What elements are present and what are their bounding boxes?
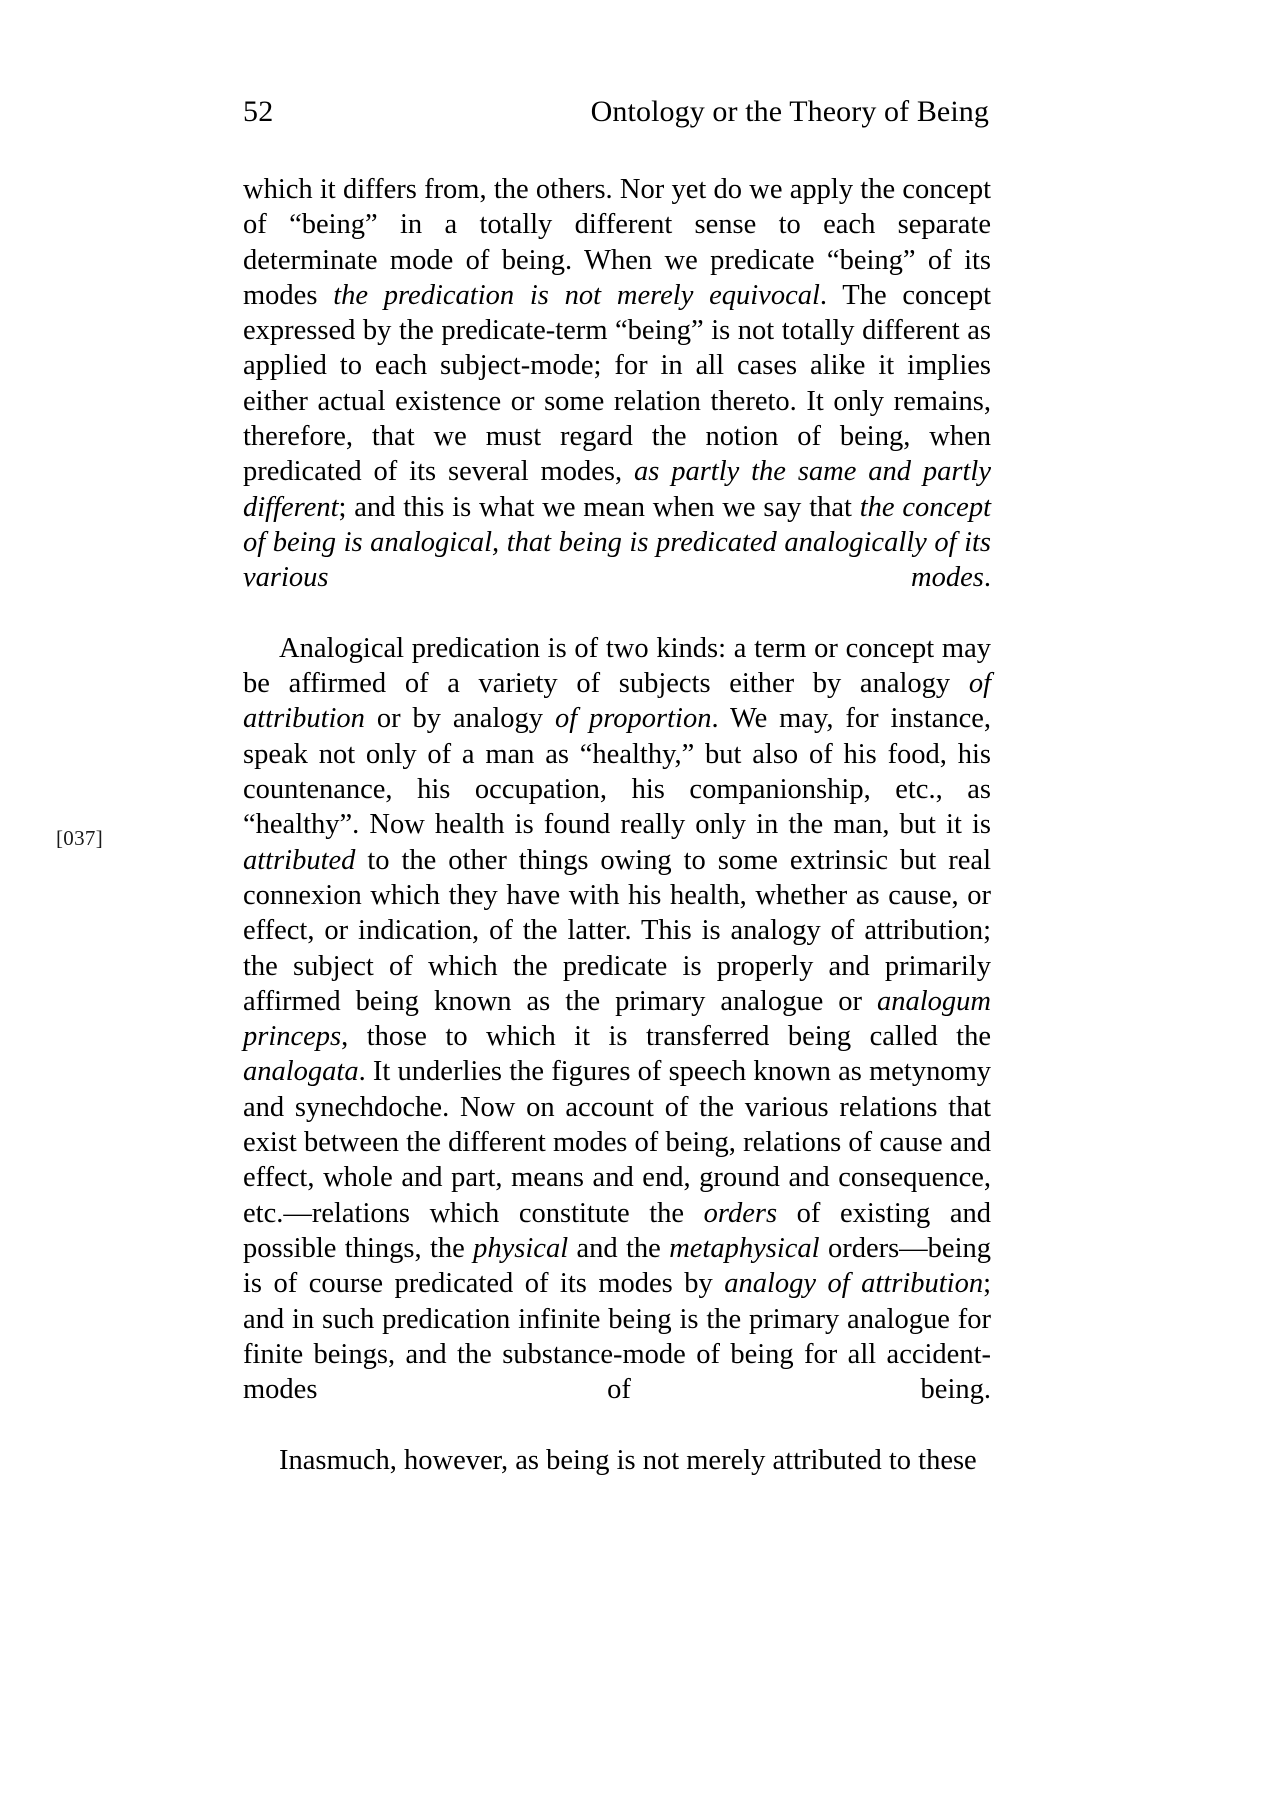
italic-run: the predication is not merely equivocal [333, 279, 820, 311]
italic-run: analogata [243, 1056, 359, 1088]
paragraph-inasmuch [243, 1443, 991, 1478]
text-run: . The concept expressed by the predicate-term “being” is not totally different as applied to each subject-mode; for in all cases alike it implies either actual existence or some relation thereto. It only remains, therefore, that we must regard the notion of being, when predicated of its several modes, [243, 279, 991, 488]
text-run: orders—being is of course predicated of its modes by [243, 1232, 991, 1300]
italic-run: orders [703, 1197, 778, 1229]
text-run: or by analogy [364, 703, 555, 735]
text-run: to the other things owing to some extrinsic but real connexion which they have with his health, whether as cause, or effect, or indication, of the latter. This is analogy of attribution; the subject of which the predicate is properly and primarily affirmed being known as the primary analogue or [243, 844, 991, 1017]
running-head [243, 92, 989, 134]
body-text-column [243, 172, 991, 1478]
paragraph-analogical-predication [243, 631, 991, 1443]
text-run: . We may, for instance, speak not only of a man as “healthy,” but also of his food, his countenance, his occupation, his companionship, etc., as “healthy”. Now health is found really only in the man, but it is [243, 703, 991, 841]
text-run: , those to which it is transferred being called the [341, 1021, 991, 1053]
text-run: . It underlies the figures of speech known as metynomy and synechdoche. Now on account of the various relations that exist between the different modes of being, relations of cause and effect, whole and part, means and end, ground and consequence, etc.—relations which constitute the [243, 1056, 991, 1229]
italic-run: metaphysical [669, 1232, 820, 1264]
italic-run: the concept of being is analogical, that being is predicated analogically of its various modes [243, 491, 991, 594]
italic-run: analogum princeps [243, 985, 991, 1053]
italic-run: of attribution [243, 668, 991, 735]
italic-run: of proportion [554, 703, 712, 735]
text-run: Inasmuch, however, as being is not merely attributed to these [279, 1444, 977, 1476]
text-run: which it differs from, the others. Nor yet do we apply the concept of “being” in a totally different sense to each separate determinate mode of being. When we predicate “being” of its modes [243, 174, 991, 311]
text-run: ; and this is what we mean when we say that [338, 491, 860, 523]
margin-page-marker: [037] [56, 826, 103, 850]
italic-run: physical [473, 1232, 569, 1264]
text-run: and the [568, 1232, 670, 1264]
text-run: of existing and possible things, the [243, 1197, 991, 1264]
italic-run: attributed [243, 844, 356, 876]
running-head-title: Ontology or the Theory of Being [590, 95, 989, 128]
paragraph-continuation [243, 172, 991, 631]
page-number: 52 [243, 95, 274, 128]
italic-run: analogy of attribution [724, 1268, 984, 1300]
text-run: . [983, 562, 991, 594]
text-run: ; and in such predication infinite being is the primary analogue for finite beings, and the substance-mode of being for all accident-modes of being. [243, 1268, 991, 1406]
italic-run: as partly the same and partly different [243, 456, 991, 523]
text-run: Analogical predication is of two kinds: a term or concept may be affirmed of a variety of subjects either by analogy [243, 632, 991, 700]
